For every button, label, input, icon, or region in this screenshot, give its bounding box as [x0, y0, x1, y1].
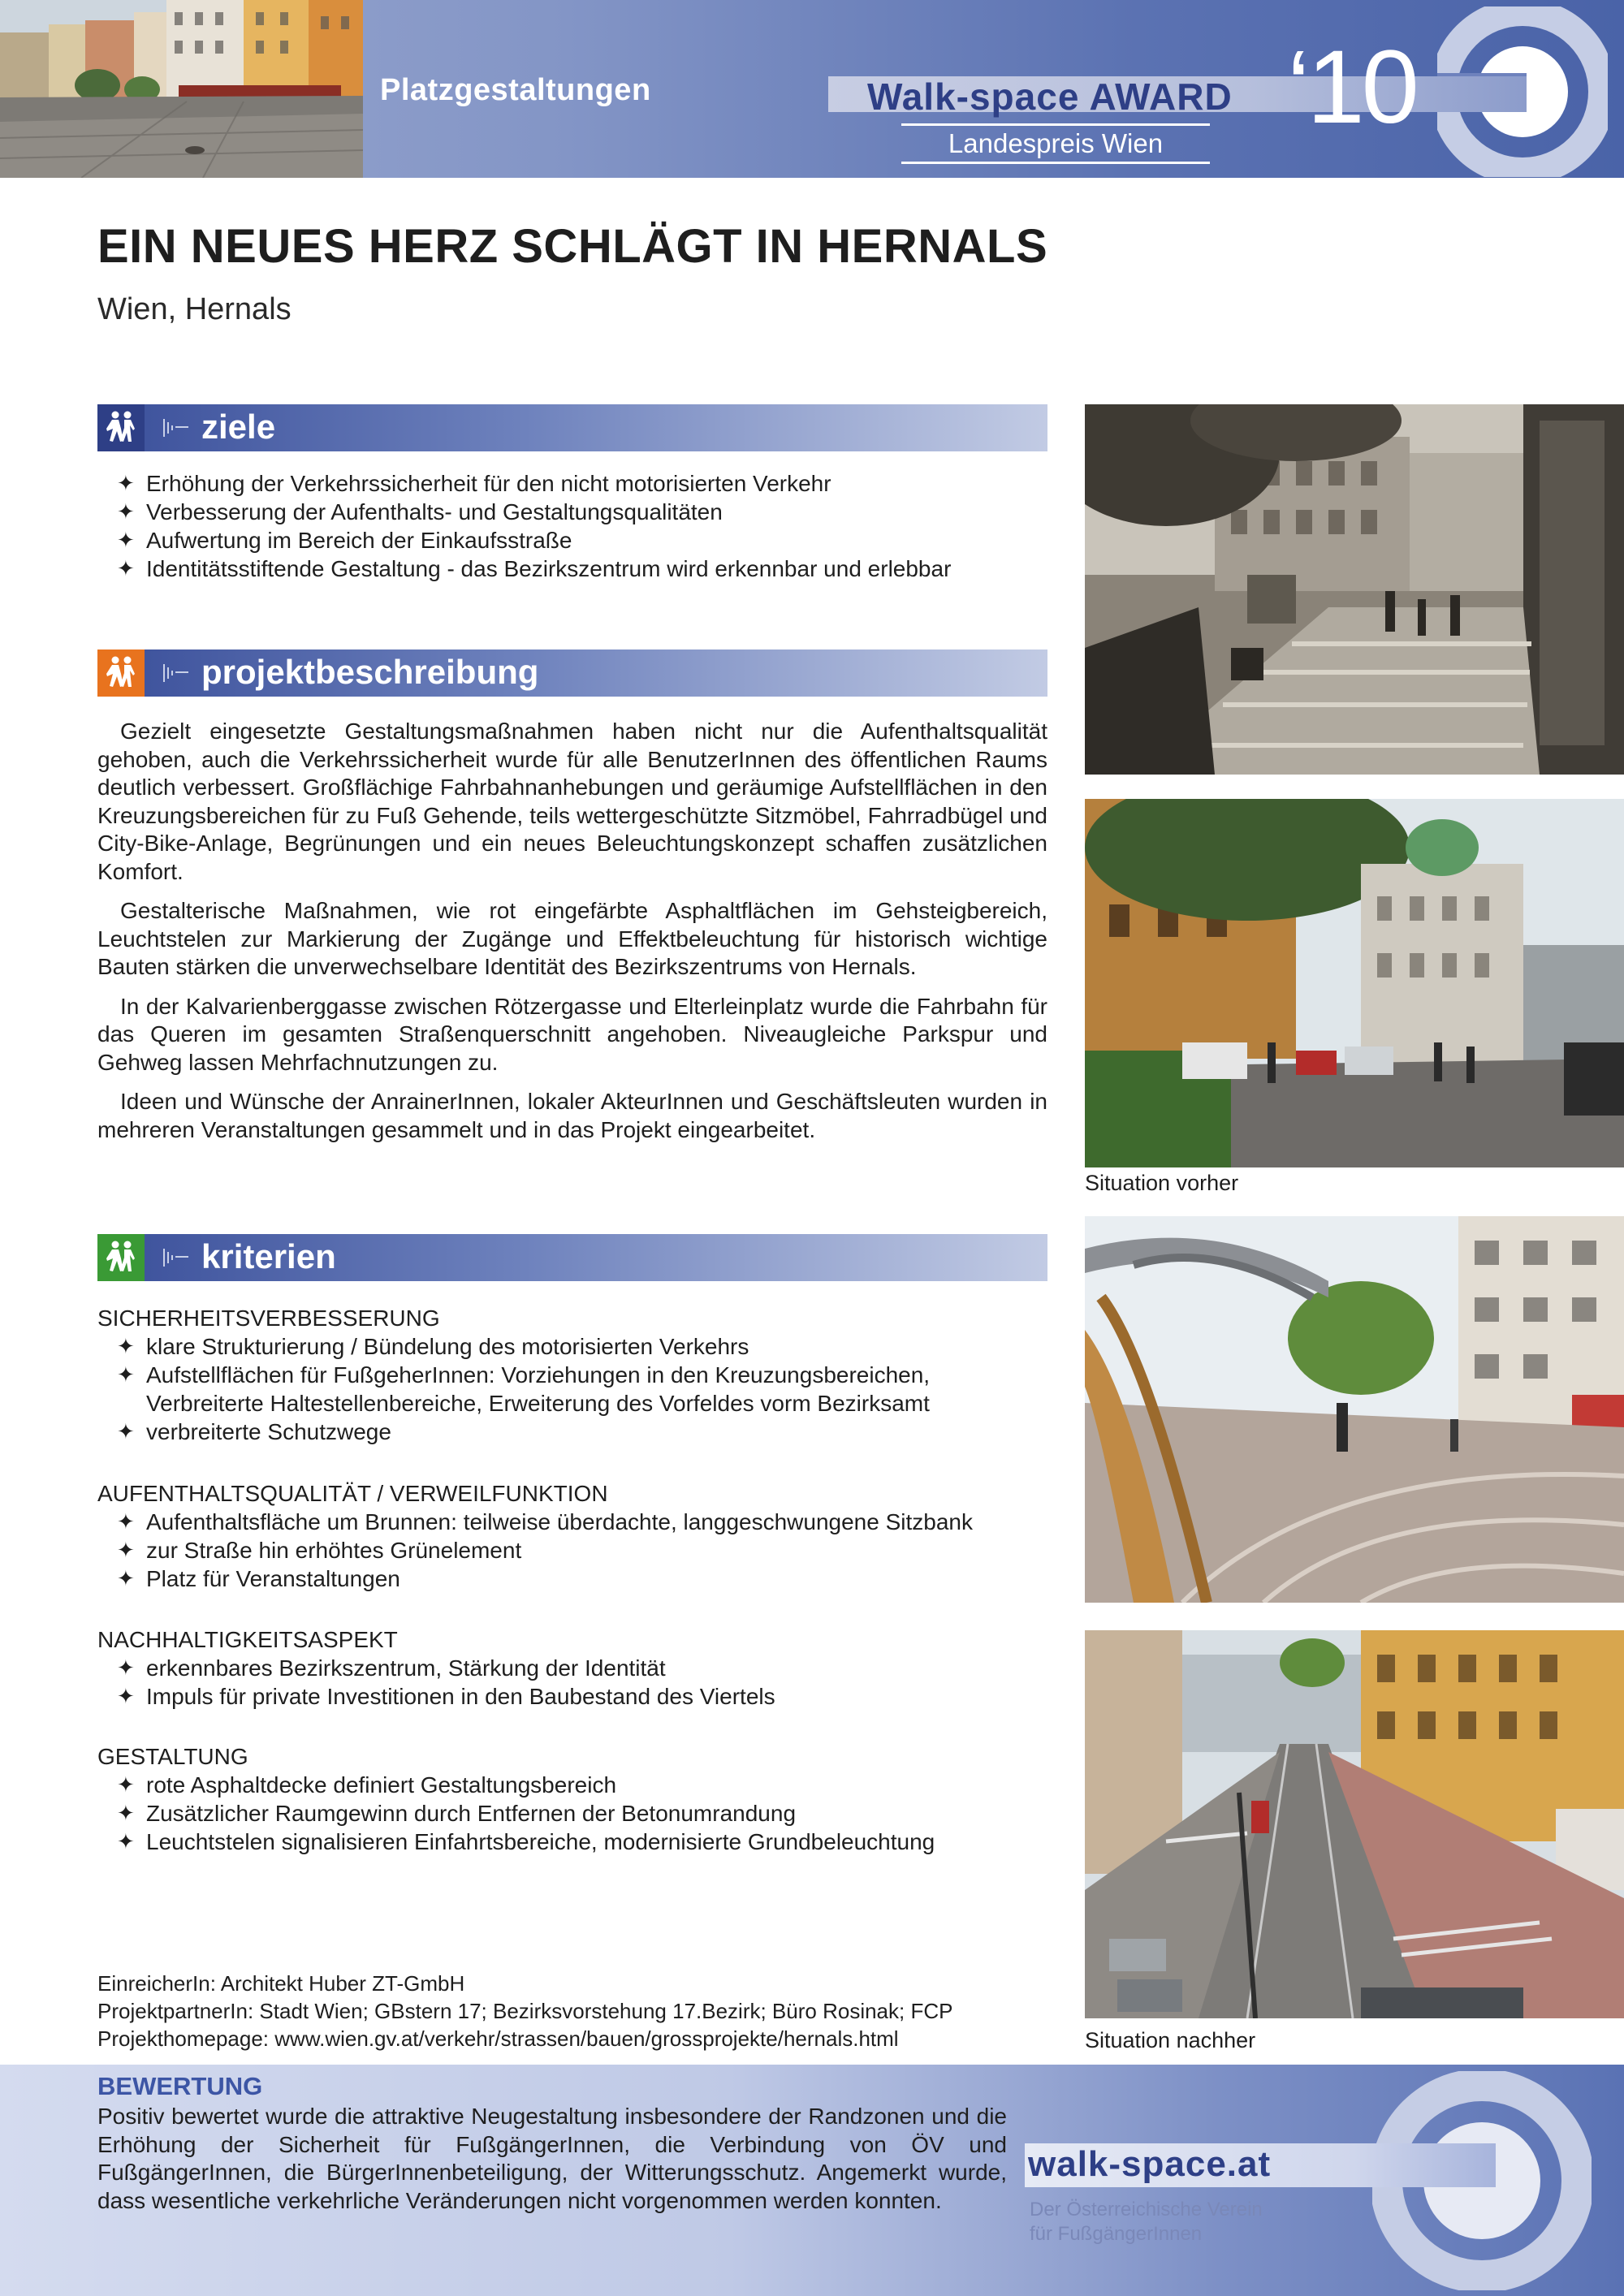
list-item: ✦ Aufwertung im Bereich der Einkaufsstraße [117, 528, 572, 553]
paragraph: Gestalterische Maßnahmen, wie rot eingefärbte Asphaltflächen im Gehsteigbereich, Leuchtstelen zur Markierung der Zugänge und Effektbeleuchtung für historisch wichtige Bauten stärken die unverwechselbare Identität des Bezirkszentrums von Hernals. [97, 898, 1047, 979]
criteria-list [97, 1332, 1047, 1446]
award-year: ‘10 [1287, 29, 1416, 145]
list-item: ✦ Aufstellflächen für FußgeherInnen: Vorziehungen in den Kreuzungsbereichen, Verbreiterte Haltestellenbereiche, Erweiterung des Vorfeldes vorm Bezirksamt [117, 1362, 931, 1416]
cross-bullet-icon: ✦ [117, 1509, 135, 1534]
cross-bullet-icon: ✦ [117, 1334, 135, 1358]
list-item: ✦ rote Asphaltdecke definiert Gestaltungsbereich [117, 1772, 617, 1798]
paragraph: In der Kalvarienberggasse zwischen Rötzergasse und Elterleinplatz wurde die Fahrbahn für das Queren im gesamten Straßenquerschnitt angehoben. Niveaugleiche Parkspur und Gehweg lassen Mehrfachnutzungen zu. [97, 993, 1047, 1075]
category-label: Platzgestaltungen [380, 73, 651, 107]
photo-after-1 [1085, 1216, 1624, 1603]
header-banner [0, 0, 1624, 178]
cross-bullet-icon: ✦ [117, 1538, 135, 1562]
award-subtitle: Landespreis Wien [901, 123, 1210, 164]
kriterien-group [97, 1304, 1047, 1446]
cross-bullet-icon: ✦ [117, 1419, 135, 1444]
walkspace-logo-text: walk-space.at [1028, 2144, 1272, 2184]
list-item: ✦ erkennbares Bezirkszentrum, Stärkung der Identität [117, 1655, 666, 1681]
list-item: ✦ Leuchtstelen signalisieren Einfahrtsbereiche, modernisierte Grundbeleuchtung [117, 1829, 935, 1854]
page-subtitle: Wien, Hernals [97, 292, 292, 326]
section-title-kriterien: kriterien [201, 1237, 336, 1275]
criteria-heading: SICHERHEITSVERBESSERUNG [97, 1306, 440, 1331]
cross-bullet-icon: ✦ [117, 1829, 135, 1854]
award-title: Walk-space AWARD [867, 76, 1233, 118]
decor-lines-icon [162, 1245, 190, 1270]
cross-bullet-icon: ✦ [117, 499, 135, 524]
ziele-list [97, 469, 1047, 583]
decor-lines-icon [162, 416, 190, 440]
pedestrians-icon [97, 404, 145, 451]
list-item: ✦ Erhöhung der Verkehrssicherheit für den nicht motorisierten Verkehr [117, 471, 831, 496]
cross-bullet-icon: ✦ [117, 1801, 135, 1825]
section-bar-projektbeschreibung [97, 650, 1047, 697]
list-item: ✦ zur Straße hin erhöhtes Grünelement [117, 1538, 522, 1563]
cross-bullet-icon: ✦ [117, 556, 135, 580]
photo-before-2 [1085, 799, 1624, 1167]
paragraph: Gezielt eingesetzte Gestaltungsmaßnahmen haben nicht nur die Aufenthaltsqualität gehoben, auch die Verkehrssicherheit wurde für alle BenutzerInnen des öffentlichen Raums deutlich verbessert. Großflächige Fahrbahnanhebungen und geräumige Aufstellflächen in den Kreuzungsbereichen für zu Fuß Gehende, teils wettergeschützte Sitzmöbel, Fahrradbügel und City-Bike-Anlage, Begrünungen und ein neues Beleuchtungskonzept schaffen zusätzlichen Komfort. [97, 719, 1047, 884]
criteria-heading: NACHHALTIGKEITSASPEKT [97, 1627, 398, 1652]
project-description [97, 718, 1047, 1155]
cross-bullet-icon: ✦ [117, 471, 135, 495]
section-bar-ziele [97, 404, 1047, 451]
section-title-projektbeschreibung: projektbeschreibung [201, 653, 539, 691]
criteria-list [97, 1508, 1047, 1593]
section-title-ziele: ziele [201, 408, 276, 446]
page-title: EIN NEUES HERZ SCHLÄGT IN HERNALS [97, 220, 1048, 273]
criteria-list [97, 1654, 1047, 1711]
photo-before-1 [1085, 404, 1624, 775]
kriterien-group [97, 1625, 1047, 1711]
evaluation-heading: BEWERTUNG [97, 2072, 263, 2100]
cross-bullet-icon: ✦ [117, 1362, 135, 1387]
list-item: ✦ Platz für Veranstaltungen [117, 1566, 400, 1591]
credits [97, 1970, 1072, 2052]
list-item: ✦ verbreiterte Schutzwege [117, 1419, 391, 1444]
photo-after-2 [1085, 1630, 1624, 2018]
list-item: ✦ Identitätsstiftende Gestaltung - das Bezirkszentrum wird erkennbar und erlebbar [117, 556, 952, 581]
decor-lines-icon [162, 661, 190, 685]
criteria-heading: AUFENTHALTSQUALITÄT / VERWEILFUNKTION [97, 1481, 608, 1506]
criteria-heading: GESTALTUNG [97, 1744, 248, 1769]
criteria-list [97, 1771, 1047, 1856]
kriterien-group [97, 1742, 1047, 1856]
header-photo [0, 0, 363, 178]
cross-bullet-icon: ✦ [117, 1655, 135, 1680]
submitter-line: EinreicherIn: Architekt Huber ZT-GmbH [97, 1971, 465, 1996]
evaluation-text: Positiv bewertet wurde die attraktive Neugestaltung insbesondere der Randzonen und die Erhöhung der Sicherheit für FußgängerInnen, die Verbindung von ÖV und FußgängerInnen, die BürgerInnenbeteiligung, der Witterungsschutz. Angemerkt wurde, dass wesentliche verkehrliche Veränderungen nicht vorgenommen werden konnten. [97, 2104, 1007, 2213]
section-bar-kriterien [97, 1234, 1047, 1281]
paragraph: Ideen und Wünsche der AnrainerInnen, lokaler AkteurInnen und Geschäftsleuten wurden in mehreren Veranstaltungen gesammelt und in das Projekt eingearbeitet. [97, 1089, 1047, 1142]
list-item: ✦ Impuls für private Investitionen in den Baubestand des Viertels [117, 1684, 775, 1709]
cross-bullet-icon: ✦ [117, 1684, 135, 1708]
walkspace-tagline: Der Österreichische Verein [1030, 2199, 1263, 2220]
partner-line: ProjektpartnerIn: Stadt Wien; GBstern 17; Bezirksvorstehung 17.Bezirk; Büro Rosinak; FCP [97, 1999, 953, 2023]
cross-bullet-icon: ✦ [117, 1566, 135, 1590]
homepage-line: Projekthomepage: www.wien.gv.at/verkehr/strassen/bauen/grossprojekte/hernals.html [97, 2026, 899, 2051]
caption-after: Situation nachher [1085, 2028, 1256, 2052]
list-item: ✦ Zusätzlicher Raumgewinn durch Entfernen der Betonumrandung [117, 1801, 797, 1826]
pedestrians-icon [97, 1234, 145, 1281]
kriterien-group [97, 1479, 1047, 1593]
cross-bullet-icon: ✦ [117, 528, 135, 552]
list-item: ✦ Verbesserung der Aufenthalts- und Gestaltungsqualitäten [117, 499, 723, 524]
caption-before: Situation vorher [1085, 1171, 1239, 1195]
walkspace-tagline: für FußgängerInnen [1030, 2223, 1203, 2245]
pedestrians-icon [97, 650, 145, 697]
list-item: ✦ Aufenthaltsfläche um Brunnen: teilweise überdachte, langgeschwungene Sitzbank [117, 1509, 973, 1534]
list-item: ✦ klare Strukturierung / Bündelung des motorisierten Verkehrs [117, 1334, 749, 1359]
cross-bullet-icon: ✦ [117, 1772, 135, 1797]
